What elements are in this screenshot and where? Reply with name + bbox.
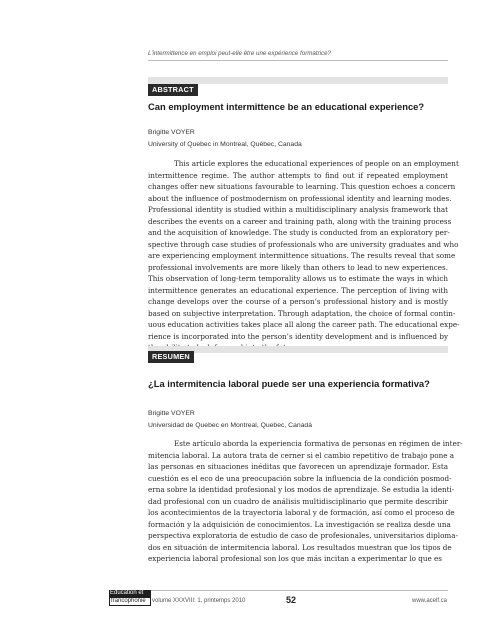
resumen-text-line: dad profesional con un cuadro de análisis multidisciplinario que permite describir bbox=[148, 496, 448, 506]
website-link[interactable]: www.acelf.ca bbox=[411, 598, 447, 604]
abstract-text-line: rience is incorporated into the person’s identity development and is influenced by bbox=[148, 331, 448, 341]
abstract-text-line: This article explores the educational experiences of people on an employment bbox=[174, 159, 459, 168]
resumen-text-line: perspectiva exploratoria de estudio de caso de profesionales, universitarios diploma- bbox=[148, 531, 458, 540]
abstract-text-line: This observation of long-term temporality allows us to estimate the ways in which bbox=[148, 274, 448, 283]
abstract-text-line: are experiencing employment intermittence situations. The results reveal that some bbox=[148, 251, 456, 260]
abstract-text-line: spective through case studies of professionals who are university graduates and who bbox=[148, 239, 459, 249]
resumen-body bbox=[148, 438, 463, 565]
resumen-text-line: mitencia laboral. La autora trata de cerner si el cambio repetitivo de trabajo pone a bbox=[148, 450, 455, 460]
resumen-text-line: dos en situación de intermitencia laboral. Los resultados muestran que los tipos de bbox=[148, 542, 452, 552]
resumen-text-line: experiencia laboral profesional son los que más incitan a experimentar lo que es bbox=[148, 554, 442, 563]
resumen-text-line: formación y la adquisición de conocimientos. La investigación se realiza desde una bbox=[148, 519, 451, 529]
resumen-text-line: Este artículo aborda la experiencia formativa de personas en régimen de inter- bbox=[174, 439, 463, 448]
abstract-body bbox=[148, 158, 460, 354]
resumen-text-line: las personas en situaciones inéditas que favorecen un aprendizaje formador. Esta bbox=[148, 462, 448, 471]
abstract-text-line: intermittence generates an educational experience. The perception of living with bbox=[148, 285, 448, 295]
abstract-author-name: Brigitte VOYER bbox=[148, 129, 195, 136]
abstract-text-line: Professional identity is studied within a multidisciplinary analysis framework that bbox=[148, 205, 448, 214]
logo-line-1: Éducation et bbox=[109, 590, 151, 597]
volume-info: volume XXXVIII: 1, printemps 2010 bbox=[152, 598, 246, 604]
header-rule bbox=[148, 60, 448, 61]
abstract-text-line: describes the events on a career and training path, along with the training process bbox=[148, 216, 452, 226]
abstract-title: Can employment intermittence be an educational experience? bbox=[148, 101, 425, 112]
resumen-text-line: erna sobre la identidad profesional y los modos de aprendizaje. Se estudia la identi- bbox=[148, 485, 455, 494]
abstract-author-block bbox=[148, 127, 448, 150]
resumen-label: RESUMEN bbox=[148, 351, 194, 363]
running-header: L’intermittence en emploi peut-elle être une expérience formatrice? bbox=[148, 50, 331, 57]
abstract-text-line: and the acquisition of knowledge. The study is conducted from an exploratory per- bbox=[148, 228, 450, 237]
abstract-text-line: change develops over the course of a person’s professional history and is mostly bbox=[148, 297, 448, 306]
resumen-author-name: Brigitte VOYER bbox=[148, 410, 195, 417]
resumen-text-line: cuestión es el eco de una preocupación sobre la influencia de la condición posmod- bbox=[148, 473, 452, 483]
abstract-label: ABSTRACT bbox=[148, 84, 198, 96]
resumen-title: ¿La intermitencia laboral puede ser una experiencia formativa? bbox=[148, 378, 430, 389]
journal-logo bbox=[109, 590, 151, 606]
abstract-section-bar bbox=[148, 77, 448, 84]
logo-line-2: francophonie bbox=[109, 597, 151, 606]
resumen-author-block bbox=[148, 408, 448, 431]
abstract-text-line: based on subjective interpretation. Through adaptation, the choice of formal contin- bbox=[148, 308, 456, 318]
abstract-text-line: changes offer new situations favourable to learning. This question echoes a concern bbox=[148, 182, 456, 191]
abstract-affiliation: University of Quebec in Montreal, Québec, Canada bbox=[148, 140, 302, 148]
page-number: 52 bbox=[286, 595, 297, 605]
abstract-text-line: about the influence of postmodernism on professional identity and learning modes. bbox=[148, 193, 452, 203]
abstract-text-line: professional involvements are more likely than others to lead to new experiences. bbox=[148, 262, 448, 272]
abstract-text-line: intermittence regime. The author attempts to find out if repeated employment bbox=[148, 170, 448, 180]
resumen-text-line: los acontecimientos de la trayectoria laboral y de formación, así como el proceso de bbox=[148, 508, 455, 517]
abstract-text-line: uous education activities takes place all along the career path. The educational expe- bbox=[148, 320, 460, 329]
footer-rule bbox=[148, 590, 448, 591]
resumen-affiliation: Universidad de Quebec en Montreal, Quebec, Canadá bbox=[148, 421, 312, 429]
